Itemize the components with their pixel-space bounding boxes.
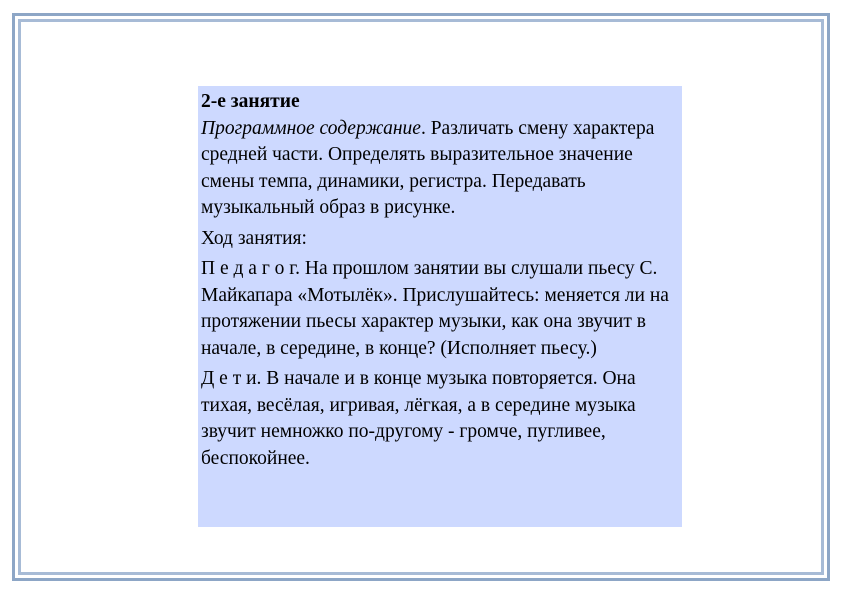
lesson-text-box <box>198 86 682 527</box>
program-text: . Различать смену характера средней части. Определять выразительное значение смены темпа, динамики, регистра. Передавать музыкальный образ в рисунке. <box>201 117 655 218</box>
program-paragraph <box>201 116 674 222</box>
lesson-heading: 2-е занятие <box>201 91 300 112</box>
teacher-speaker: П е д а г о г. <box>201 258 300 279</box>
children-text: В начале и в конце музыка повторяется. Она тихая, весёлая, игривая, лёгкая, а в середине музыка звучит немножко по-другому - громче, пугливее, беспокойнее. <box>201 368 636 469</box>
program-label: Программное содержание <box>201 117 421 139</box>
teacher-paragraph <box>201 256 674 362</box>
children-speaker: Д е т и. <box>201 368 262 389</box>
teacher-text: На прошлом занятии вы слушали пьесу С. Майкапара «Мотылёк». Прислушайтесь: меняется ли на протяжении пьесы характер музыки, как она звучит в начале, в середине, в конце? (Исполняет пьесу.) <box>201 258 669 359</box>
course-label: Ход занятия: <box>201 227 307 249</box>
children-paragraph <box>201 366 674 472</box>
